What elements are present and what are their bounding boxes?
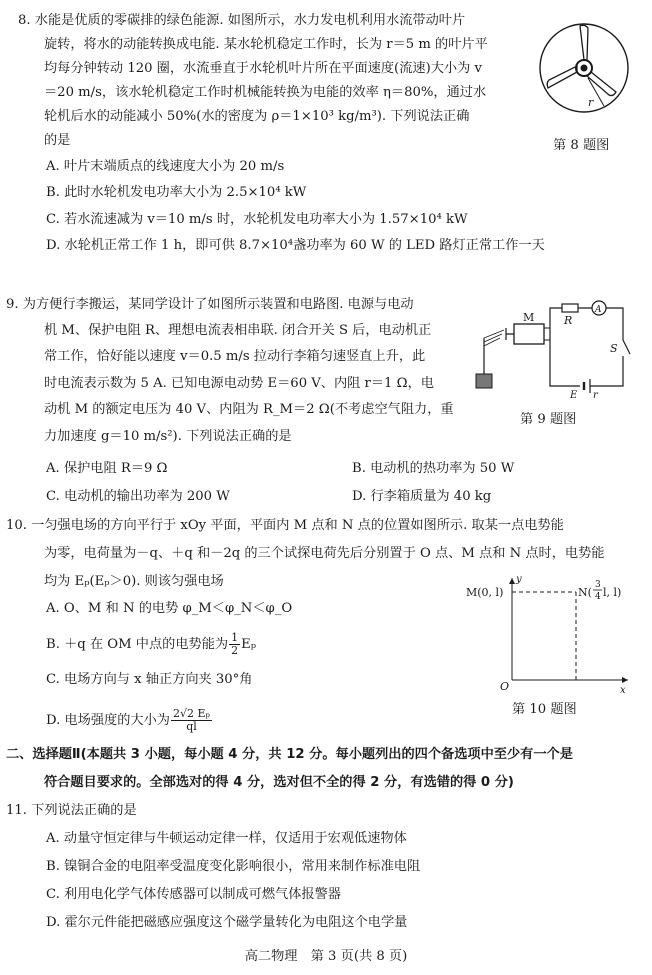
q9-line-3: 常工作，恰好能以速度 v＝0.5 m/s 拉动行李箱匀速竖直上升，此 [44,349,426,364]
section-2-line-2: 符合题目要求的。全部选对的得 4 分，选对但不全的得 2 分，有选错的得 0 分) [44,775,514,790]
q9-line-2: 机 M、保护电阻 R、理想电流表相串联. 闭合开关 S 后，电动机正 [44,323,432,338]
point-m-label: M(0, l) [466,586,504,599]
luggage-box [476,374,492,388]
pulley-spring [506,328,514,340]
q8-figure-caption: 第 8 题图 [553,138,610,153]
resistor-r [562,304,578,312]
emf-label: E [570,390,578,401]
q10-coordinate-figure [460,572,635,694]
motor-label: M [523,311,535,324]
q10-option-a: A. O、M 和 N 的电势 φ_M＜φ_N＜φ_O [46,601,293,616]
turbine-blade-2 [547,66,577,88]
q10-line-2: 为零，电荷量为－q、＋q 和－2q 的三个试探电荷先后分别置于 O 点、M 点和 N 点时，电势能 [44,546,605,561]
switch-s [623,340,630,354]
q8-line-1: 8. 水能是优质的零碳排的绿色能源. 如图所示，水力发电机利用水流带动叶片 [18,13,466,28]
q8-option-c: C. 若水流速减为 v＝10 m/s 时，水轮机发电功率大小为 1.57×10⁴ kW [46,212,468,227]
q11-option-c: C. 利用电化学气体传感器可以制成可燃气体报警器 [46,887,341,902]
ammeter-label: A [595,305,602,315]
point-n-frac-den: 4 [595,592,601,602]
q10-line-1: 10. 一匀强电场的方向平行于 xOy 平面，平面内 M 点和 N 点的位置如图所示. 取某一点电势能 [6,518,564,533]
origin-label: O [500,680,510,693]
q9-line-6: 力加速度 g＝10 m/s²). 下列说法正确的是 [44,429,292,444]
section-2-line-1: 二、选择题Ⅱ(本题共 3 小题，每小题 4 分，共 12 分。每小题列出的四个备选项中至少有一个是 [6,747,573,762]
internal-resistance-label: r [593,390,598,401]
q8-option-b: B. 此时水轮机发电功率大小为 2.5×10⁴ kW [46,185,307,200]
q10-option-d-fraction: $\frac{\text{2√2 Eₚ}}{ql}$ [173,707,210,733]
q9-option-c: C. 电动机的输出功率为 200 W [46,489,230,504]
turbine-radius-label: r [588,96,594,109]
q10-line-3: 均为 Eₚ(Eₚ＞0). 则该匀强电场 [44,574,224,589]
q11-option-a: A. 动量守恒定律与牛顿运动定律一样，仅适用于宏观低速物体 [46,831,407,846]
q9-line-5: 动机 M 的额定电压为 40 V、内阻为 R_M＝2 Ω(不考虑空气阻力，重 [44,402,454,417]
q8-option-d: D. 水轮机正常工作 1 h，即可供 8.7×10⁴盏功率为 60 W 的 LED 路灯正常工作一天 [46,238,545,253]
q8-line-5: 轮机后水的动能减小 50%(水的密度为 ρ＝1×10³ kg/m³). 下列说法正确 [44,109,470,124]
point-n-frac-num: 3 [595,580,601,590]
switch-label: S [610,342,618,355]
q10-figure-caption: 第 10 题图 [512,702,577,717]
x-axis-label: x [620,685,626,694]
q8-line-3: 均每分钟转动 120 圈，水流垂直于水轮机叶片所在平面速度(流速)大小为 v [44,61,482,76]
q10-option-d: D. 电场强度的大小为 $\frac{\text{2√2 Eₚ}}{ql}$ [46,707,210,733]
q11-option-d: D. 霍尔元件能把磁感应强度这个磁学量转化为电阻这个电学量 [46,915,408,930]
q11-stem: 11. 下列说法正确的是 [6,803,137,818]
motor-body [514,324,544,344]
turbine-blade-1 [580,25,588,60]
point-n-label-prefix: N( [578,586,592,599]
q8-turbine-figure [536,8,636,126]
point-n-label-suffix: l, l) [603,586,622,599]
q10-option-b: B. ＋q 在 OM 中点的电势能为 $\frac{1}{2}$ Eₚ [46,631,256,657]
q8-line-6: 的是 [44,133,71,148]
q9-circuit-figure [470,290,635,402]
q9-line-4: 时电流表示数为 5 A. 已知电源电动势 E＝60 V、内阻 r＝1 Ω，电 [44,376,434,391]
y-axis-label: y [516,574,522,585]
q9-option-d: D. 行李箱质量为 40 kg [352,489,492,504]
q8-line-2: 旋转，将水的动能转换成电能. 某水轮机稳定工作时，长为 r＝5 m 的叶片平 [44,37,488,52]
resistor-label: R [564,314,573,327]
q9-figure-caption: 第 9 题图 [520,412,577,427]
page-footer: 高二物理 第 3 页(共 8 页) [244,949,408,964]
q9-option-b: B. 电动机的热功率为 50 W [352,461,515,476]
q8-option-a: A. 叶片末端质点的线速度大小为 20 m/s [46,159,285,174]
q9-line-1: 9. 为方便行李搬运，某同学设计了如图所示装置和电路图. 电源与电动 [6,297,414,312]
q10-option-c: C. 电场方向与 x 轴正方向夹 30°角 [46,672,253,687]
q11-option-b: B. 镍铜合金的电阻率受温度变化影响很小，常用来制作标准电阻 [46,859,421,874]
q8-line-4: ＝20 m/s，该水轮机稳定工作时机械能转换为电能的效率 η＝80%，通过水 [44,85,487,100]
q10-option-b-fraction: $\frac{1}{2}$ [231,631,239,657]
q9-option-a: A. 保护电阻 R＝9 Ω [46,461,168,476]
